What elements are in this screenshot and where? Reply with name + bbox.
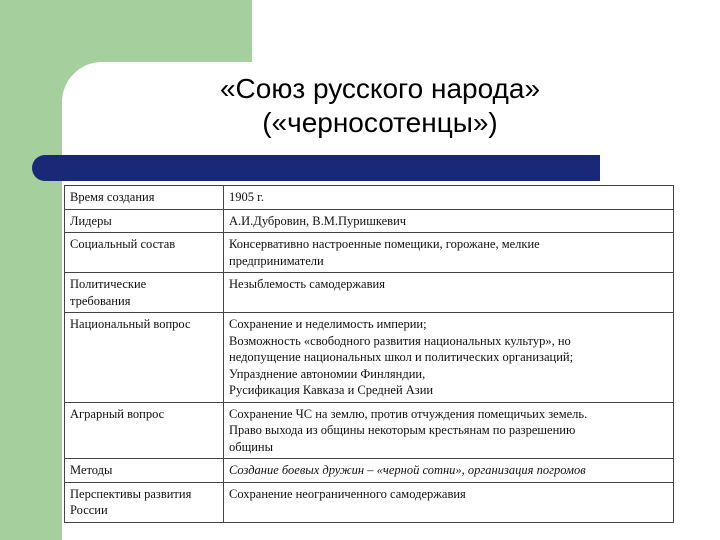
decor-green-left-strip: [0, 138, 62, 540]
row-value: А.И.Дубровин, В.М.Пуришкевич: [224, 209, 674, 233]
table-row: [65, 402, 674, 459]
table-row: [65, 482, 674, 522]
row-label: Время создания: [65, 186, 224, 210]
row-value: Незыблемость самодержавия: [224, 273, 674, 313]
row-value: Сохранение и неделимость империи; Возможность «свободного развития национальных культур», но недопущение национальных школ и политических организаций; Упразднение автономии Финляндии, Русификация Кавказа и Средней Азии: [224, 313, 674, 403]
table-row: [65, 313, 674, 403]
slide-title: [140, 72, 620, 140]
info-table: [64, 185, 674, 523]
row-label: Аграрный вопрос: [65, 402, 224, 459]
row-label: Политические требования: [65, 273, 224, 313]
table-row: [65, 209, 674, 233]
row-label: Методы: [65, 459, 224, 483]
title-line-1: «Союз русского народа»: [219, 73, 541, 104]
row-value: 1905 г.: [224, 186, 674, 210]
table-row: [65, 273, 674, 313]
table-row: [65, 186, 674, 210]
row-label: Национальный вопрос: [65, 313, 224, 403]
row-label: Социальный состав: [65, 233, 224, 273]
row-value: Создание боевых дружин – «черной сотни», организация погромов: [224, 459, 674, 483]
title-line-2: («черносотенцы»): [262, 107, 498, 138]
row-value: Консервативно настроенные помещики, горожане, мелкие предприниматели: [224, 233, 674, 273]
row-value: Сохранение ЧС на землю, против отчуждения помещичьих земель. Право выхода из общины некоторым крестьянам по разрешению общины: [224, 402, 674, 459]
decor-blue-bar: [32, 155, 600, 181]
row-value: Сохранение неограниченного самодержавия: [224, 482, 674, 522]
row-label: Перспективы развития России: [65, 482, 224, 522]
table-row: [65, 459, 674, 483]
table-row: [65, 233, 674, 273]
row-label: Лидеры: [65, 209, 224, 233]
